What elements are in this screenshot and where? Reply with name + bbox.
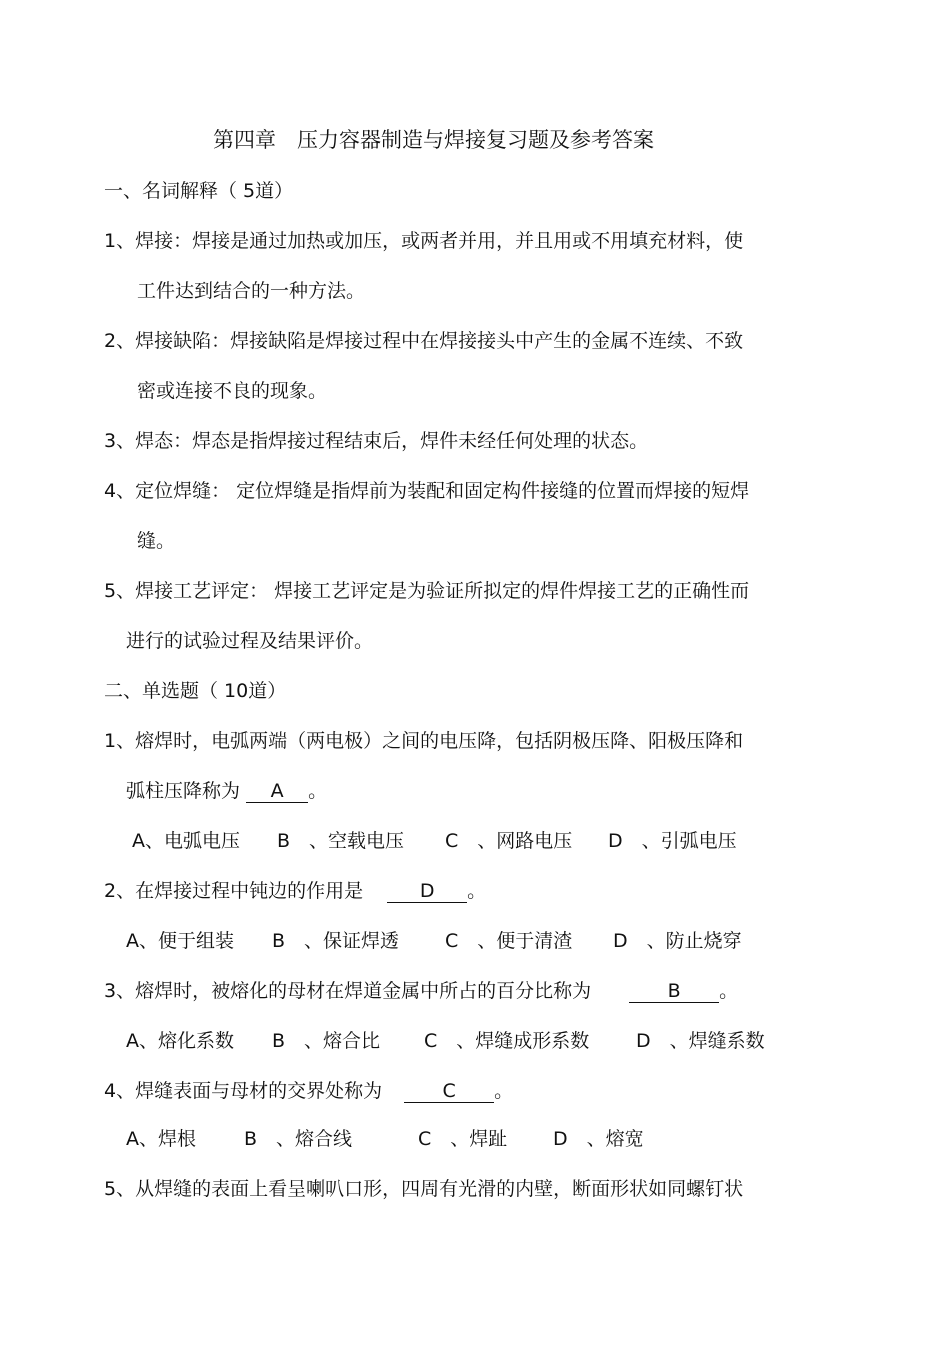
question-1-option-a: A、电弧电压 — [132, 830, 240, 852]
section2-heading: 二、单选题（ 10道） — [104, 680, 287, 702]
question-1-line1: 1、熔焊时，电弧两端（两电极）之间的电压降，包括阴极压降、阳极压降和 — [104, 730, 744, 752]
question-1-option-b: B 、空载电压 — [277, 830, 405, 852]
question-2-option-d: D 、防止烧穿 — [613, 930, 742, 952]
question-3-answer: B — [629, 980, 719, 1003]
question-2-options — [0, 928, 950, 954]
definition-1-line1: 1、焊接：焊接是通过加热或加压，或两者并用，并且用或不用填充材料，使 — [104, 230, 744, 252]
question-3-option-d: D 、焊缝系数 — [636, 1030, 765, 1052]
definition-2-line1: 2、焊接缺陷：焊接缺陷是焊接过程中在焊接接头中产生的金属不连续、不致 — [104, 330, 744, 352]
question-1-line2 — [126, 778, 327, 804]
definition-4-line2: 缝。 — [137, 530, 176, 552]
definition-5-line1: 5、焊接工艺评定： 焊接工艺评定是为验证所拟定的焊件焊接工艺的正确性而 — [104, 580, 750, 602]
question-4-option-b: B 、熔合线 — [244, 1128, 353, 1150]
question-4-end: 。 — [494, 1080, 514, 1102]
question-1-end: 。 — [308, 780, 328, 802]
question-4-text: 4、焊缝表面与母材的交界处称为 — [104, 1080, 383, 1102]
question-2-answer: D — [387, 880, 467, 903]
question-1-answer: A — [246, 780, 308, 803]
definition-3-line1: 3、焊态：焊态是指焊接过程结束后，焊件未经任何处理的状态。 — [104, 430, 649, 452]
question-4-option-c: C 、焊趾 — [418, 1128, 508, 1150]
definition-5-line2: 进行的试验过程及结果评价。 — [126, 630, 374, 652]
question-1-text: 弧柱压降称为 — [126, 780, 241, 802]
section1-heading: 一、名词解释（ 5道） — [104, 180, 294, 202]
question-4-options — [0, 1126, 950, 1152]
page-title: 第四章 压力容器制造与焊接复习题及参考答案 — [213, 128, 654, 152]
question-2-option-c: C 、便于清渣 — [445, 930, 573, 952]
question-4-option-a: A、焊根 — [126, 1128, 196, 1150]
question-2-option-a: A、便于组装 — [126, 930, 234, 952]
question-5-line1: 5、从焊缝的表面上看呈喇叭口形，四周有光滑的内壁，断面形状如同螺钉状 — [104, 1178, 744, 1200]
definition-1-line2: 工件达到结合的一种方法。 — [137, 280, 366, 302]
question-2-text: 2、在焊接过程中钝边的作用是 — [104, 880, 364, 902]
question-1-option-c: C 、网路电压 — [445, 830, 573, 852]
question-2-line — [104, 878, 486, 904]
question-3-option-a: A、熔化系数 — [126, 1030, 234, 1052]
question-1-options — [0, 828, 950, 854]
question-2-option-b: B 、保证焊透 — [272, 930, 400, 952]
question-3-end: 。 — [719, 980, 739, 1002]
question-3-option-c: C 、焊缝成形系数 — [424, 1030, 590, 1052]
question-4-option-d: D 、熔宽 — [553, 1128, 644, 1150]
question-3-options — [0, 1028, 950, 1054]
question-2-end: 。 — [467, 880, 487, 902]
question-1-option-d: D 、引弧电压 — [608, 830, 737, 852]
question-4-line — [104, 1078, 513, 1104]
question-3-line — [104, 978, 738, 1004]
definition-4-line1: 4、定位焊缝： 定位焊缝是指焊前为装配和固定构件接缝的位置而焊接的短焊 — [104, 480, 750, 502]
question-3-text: 3、熔焊时，被熔化的母材在焊道金属中所占的百分比称为 — [104, 980, 592, 1002]
definition-2-line2: 密或连接不良的现象。 — [137, 380, 328, 402]
question-4-answer: C — [404, 1080, 494, 1103]
question-3-option-b: B 、熔合比 — [272, 1030, 381, 1052]
